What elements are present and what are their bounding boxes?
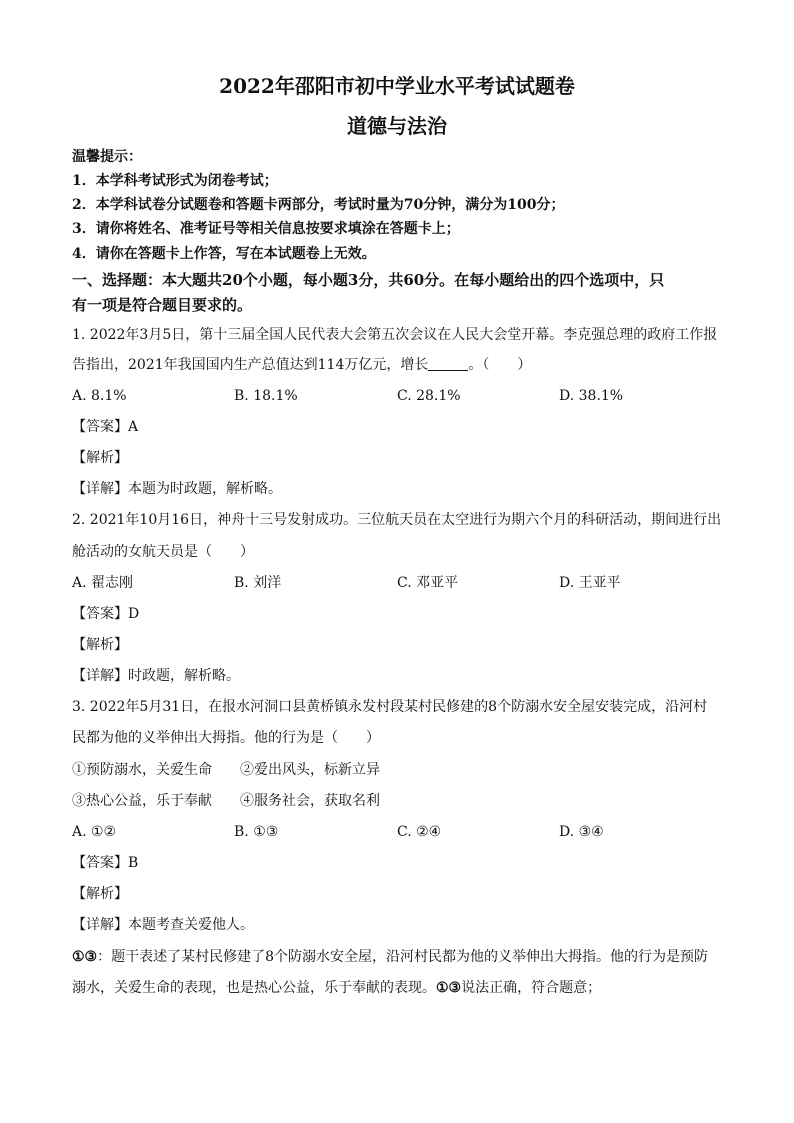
section-heading: 一、选择题：本大题共20个小题，每小题3分，共60分。在每小题给出的四个选项中，只 [72,271,665,289]
explanation-body: 溺水，关爱生命的表现，也是热心公益，乐于奉献的表现。 [72,980,436,996]
notice-heading: 温馨提示： [72,149,142,165]
explanation-conclusion: 说法正确，符合题意； [461,980,602,996]
question-3-text-cont: 民都为他的义举伸出大拇指。他的行为是（ ） [72,730,380,746]
option-b: B. 刘洋 [234,575,282,591]
analysis-label: 【解析】 [72,450,128,466]
question-2-text: 2. 2021年10月16日，神舟十三号发射成功。三位航天员在太空进行为期六个月的科研活动，期间进行出 [72,512,722,528]
option-c: C. ②④ [397,824,442,840]
detail-text: 【详解】时政题，解析略。 [72,668,240,684]
question-2-text-cont: 舱活动的女航天员是（ ） [72,544,254,560]
question-1-paren: 。（ ） [468,357,532,373]
detail-text: 【详解】本题考查关爱他人。 [72,917,254,933]
analysis-label: 【解析】 [72,886,128,902]
statement-row: ①预防溺水，关爱生命 ②爱出风头，标新立异 [72,762,380,778]
option-d: D. ③④ [559,824,604,840]
answer-label: 【答案】D [72,606,140,622]
notice-item: 2．本学科试卷分试题卷和答题卡两部分，考试时量为70分钟，满分为100分； [72,197,565,213]
question-1-text: 1. 2022年3月5日，第十三届全国人民代表大会第五次会议在人民大会堂开幕。李克强总理的政府工作报 [72,327,718,343]
option-b: B. 18.1% [234,388,298,404]
exam-subject: 道德与法治 [347,114,447,138]
answer-blank [428,356,468,371]
detail-text: 【详解】本题为时政题，解析略。 [72,481,282,497]
answer-label: 【答案】A [72,419,139,435]
question-1-text-cont [72,355,734,375]
answer-label: 【答案】B [72,855,139,871]
option-c: C. 28.1% [397,388,461,404]
statement-row: ③热心公益，乐于奉献 ④服务社会，获取名利 [72,793,380,809]
option-b: B. ①③ [234,824,279,840]
explanation-text-cont [72,978,734,998]
option-d: D. 王亚平 [559,575,621,591]
notice-item: 1．本学科考试形式为闭卷考试； [72,173,278,189]
option-c: C. 邓亚平 [397,575,459,591]
exam-title: 2022年邵阳市初中学业水平考试试题卷 [219,74,575,98]
section-heading-cont: 有一项是符合题目要求的。 [72,296,253,314]
explanation-label: ①③ [436,980,462,996]
explanation-text [72,947,734,967]
option-d: D. 38.1% [559,388,624,404]
notice-item: 4．请你在答题卡上作答，写在本试题卷上无效。 [72,246,376,262]
analysis-label: 【解析】 [72,637,128,653]
question-1-stem: 告指出，2021年我国国内生产总值达到114万亿元，增长 [72,357,429,373]
explanation-body: ：题干表述了某村民修建了8个防溺水安全屋，沿河村民都为他的义举伸出大拇指。他的行为是预防 [97,949,709,965]
option-a: A. ①② [72,824,117,840]
notice-item: 3．请你将姓名、准考证号等相关信息按要求填涂在答题卡上； [72,221,460,237]
question-3-text: 3. 2022年5月31日，在报水河洞口县黄桥镇永发村段某村民修建的8个防溺水安全屋安装完成，沿河村 [72,699,708,715]
option-a: A. 8.1% [72,388,127,404]
explanation-label: ①③ [72,949,98,965]
option-a: A. 翟志刚 [72,575,134,591]
